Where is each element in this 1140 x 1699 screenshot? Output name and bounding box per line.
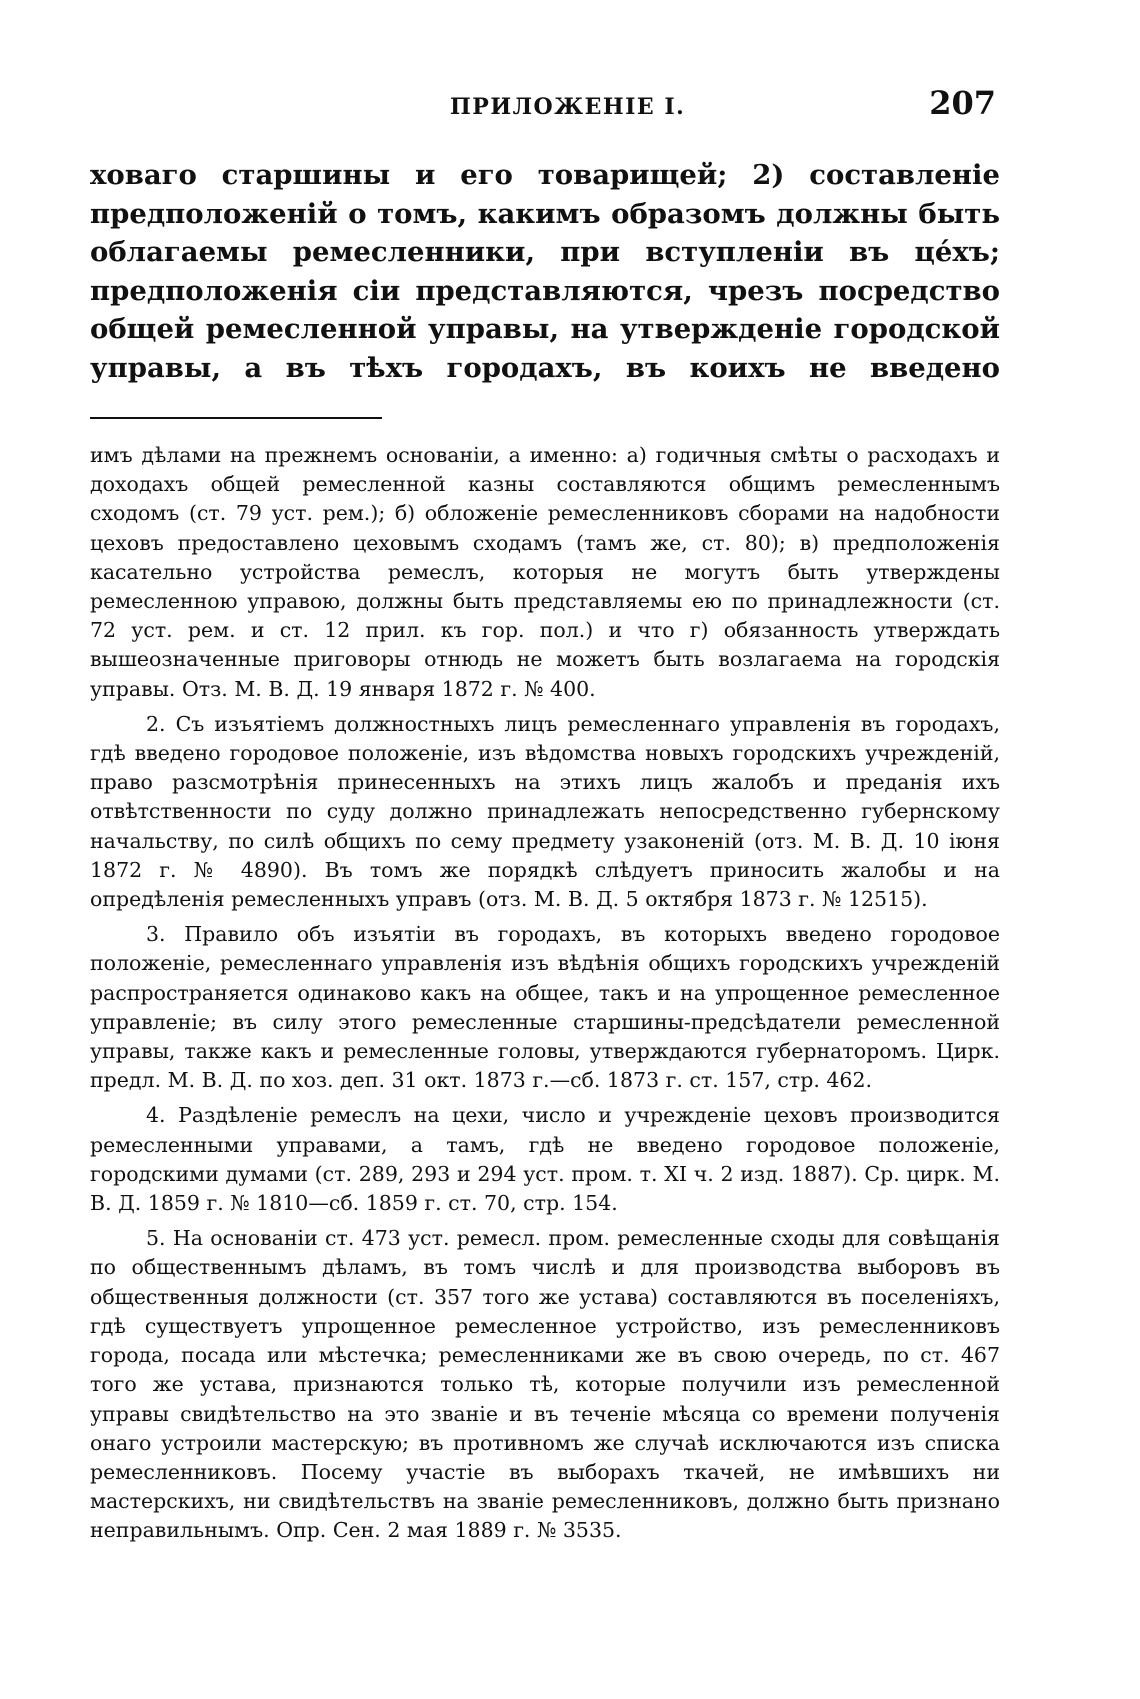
page <box>90 84 1000 1552</box>
footnote-5: 5. На основаніи ст. 473 уст. ремесл. пром. ремесленные сходы для совѣщанія по общественнымъ дѣламъ, въ томъ числѣ и для производства выборовъ въ общественныя должности (ст. 357 того же устава) составляются въ поселеніяхъ, гдѣ существуетъ упрощенное ремесленное устройство, изъ ремесленниковъ города, посада или мѣстечка; ремесленниками же въ свою очередь, по ст. 467 того же устава, признаются только тѣ, которые получили изъ ремесленной управы свидѣтельство на это званіе и въ теченіе мѣсяца со времени полученія онаго устроили мастерскую; въ противномъ же случаѣ исключаются изъ списка ремесленниковъ. Посему участіе въ выборахъ ткачей, не имѣвшихъ ни мастерскихъ, ни свидѣтельствъ на званіе ремесленниковъ, должно быть признано неправильнымъ. Опр. Сен. 2 мая 1889 г. № 3535. <box>90 1226 1000 1543</box>
page-number: 207 <box>929 84 996 122</box>
footnote-3: 3. Правило объ изъятіи въ городахъ, въ которыхъ введено городовое положеніе, ремесленнаго управленія изъ вѣдѣнія общихъ городскихъ учрежденій распространяется одинаково какъ на общее, такъ и на упрощенное ремесленное управленіе; въ силу этого ремесленные старшины-предсѣдатели ремесленной управы, также какъ и ремесленные головы, утверждаются губернаторомъ. Цирк. предл. М. В. Д. по хоз. деп. 31 окт. 1873 г.—сб. 1873 г. ст. 157, стр. 462. <box>90 922 1000 1093</box>
running-head <box>90 84 1000 132</box>
footnote-4: 4. Раздѣленіе ремеслъ на цехи, число и учрежденіе цеховъ производится ремесленными управами, а тамъ, гдѣ не введено городовое положеніе, городскими думами (ст. 289, 293 и 294 уст. пром. т. XI ч. 2 изд. 1887). Ср. цирк. М. В. Д. 1859 г. № 1810—сб. 1859 г. ст. 70, стр. 154. <box>90 1103 1000 1216</box>
footnotes <box>90 441 1000 1546</box>
footnote-2: 2. Съ изъятіемъ должностныхъ лицъ ремесленнаго управленія въ городахъ, гдѣ введено городовое положеніе, изъ вѣдомства новыхъ городскихъ учрежденій, право разсмотрѣнія принесенныхъ на этихъ лицъ жалобъ и преданія ихъ отвѣтственности по суду должно принадлежать непосредственно губернскому начальству, по силѣ общихъ по сему предмету узаконеній (отз. М. В. Д. 10 іюня 1872 г. № 4890). Въ томъ же порядкѣ слѣдуетъ приносить жалобы и на опредѣленія ремесленныхъ управъ (отз. М. В. Д. 5 октября 1873 г. № 12515). <box>90 711 1000 912</box>
footnote-continuation: имъ дѣлами на прежнемъ основаніи, а именно: а) годичныя смѣты о расходахъ и доходахъ общей ремесленной казны составляются общимъ ремесленнымъ сходомъ (ст. 79 уст. рем.); б) обложеніе ремесленниковъ сборами на надобности цеховъ предоставлено цеховымъ сходамъ (тамъ же, ст. 80); в) предположенія касательно устройства ремеслъ, которыя не могутъ быть утверждены ремесленною управою, должны быть представляемы ею по принадлежности (ст. 72 уст. рем. и ст. 12 прил. къ гор. пол.) и что г) обязанность утверждать вышеозначенные приговоры отнюдь не можетъ быть возлагаема на городскія управы. Отз. М. В. Д. 19 января 1872 г. № 400. <box>90 443 1000 701</box>
footnote-rule <box>90 417 382 419</box>
running-title: ПРИЛОЖЕНІЕ I. <box>450 94 686 120</box>
main-text: ховаго старшины и его товарищей; 2) составленіе предположеній о томъ, какимъ образомъ должны быть облагаемы ремесленники, при вступленіи въ цéхъ; предположенія сіи представляются, чрезъ посредство общей ремесленной управы, на утвержденіе городской управы, а въ тѣхъ городахъ, въ коихъ не введено <box>90 159 1000 384</box>
